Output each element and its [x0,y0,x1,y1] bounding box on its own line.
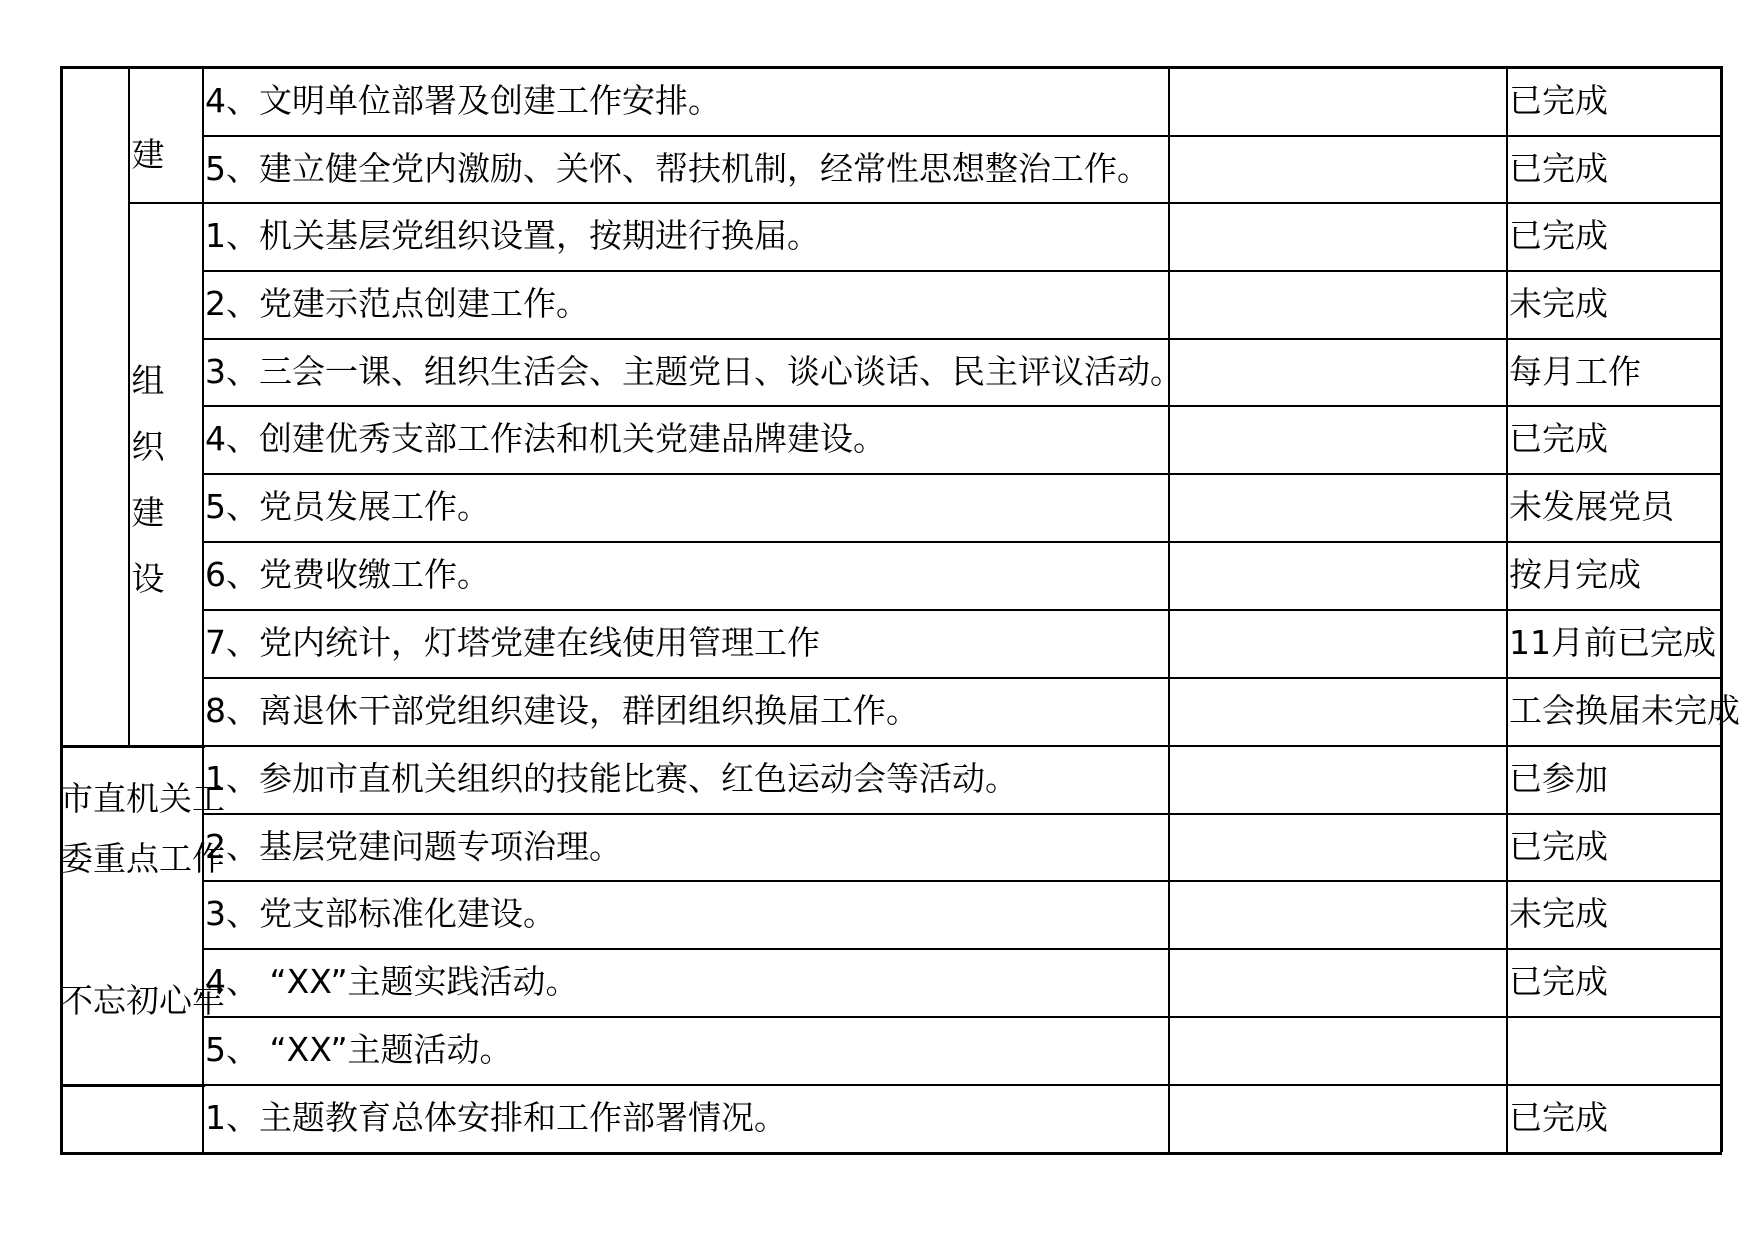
grid-line [1506,66,1508,1152]
row-item-text: 1、机关基层党组织设置，按期进行换届。 [205,216,820,255]
grid-line [60,66,1722,69]
section-label-org-build [128,348,168,612]
row-status-text: 已完成 [1509,216,1608,255]
row-item-text: 7、党内统计，灯塔党建在线使用管理工作 [205,623,820,662]
row-status-text: 已完成 [1509,827,1608,866]
row-status-text: 已完成 [1509,81,1608,120]
row-item-text: 5、建立健全党内激励、关怀、帮扶机制，经常性思想整治工作。 [205,149,1150,188]
grid-line [1720,66,1723,1152]
row-status-text: 已完成 [1509,962,1608,1001]
grid-line [202,745,1720,747]
row-item-text: 1、主题教育总体安排和工作部署情况。 [205,1098,787,1137]
grid-line [202,473,1720,475]
section-label-build: 建 [131,135,165,174]
grid-line [202,813,1720,815]
row-status-text: 已完成 [1509,419,1608,458]
grid-line [202,1084,1720,1086]
section-label-bwcx: 不忘初心牢 [60,981,225,1020]
grid-line [202,135,1720,137]
grid-line [202,609,1720,611]
row-item-text: 5、党员发展工作。 [205,487,490,526]
row-status-text: 已参加 [1509,759,1608,798]
org-label-char: 组 [131,361,165,400]
grid-line [60,1152,1722,1155]
row-status-text: 按月完成 [1509,555,1641,594]
grid-line [202,880,1720,882]
grid-line [60,745,205,748]
grid-line [202,541,1720,543]
row-status-text: 每月工作 [1509,352,1641,391]
row-item-text: 3、三会一课、组织生活会、主题党日、谈心谈话、民主评议活动。 [205,352,1183,391]
grid-line [202,405,1720,407]
row-status-text: 未完成 [1509,284,1608,323]
grid-line [202,1016,1720,1018]
row-status-text: 未发展党员 [1509,487,1674,526]
grid-line [202,202,1720,204]
row-item-text: 8、离退休干部党组织建设，群团组织换届工作。 [205,691,919,730]
row-item-text: 1、参加市直机关组织的技能比赛、红色运动会等活动。 [205,759,1018,798]
grid-line [202,338,1720,340]
section-label-city-work-line1: 市直机关工 [60,779,225,818]
row-item-text: 4、创建优秀支部工作法和机关党建品牌建设。 [205,419,886,458]
row-status-text: 已完成 [1509,149,1608,188]
grid-line [60,1084,205,1087]
row-status-text: 11月前已完成 [1509,623,1716,662]
grid-line [202,270,1720,272]
row-item-text: 5、 “XX”主题活动。 [205,1030,513,1069]
row-item-text: 3、党支部标准化建设。 [205,894,556,933]
org-label-char: 建 [131,493,165,532]
row-status-text: 已完成 [1509,1098,1608,1137]
grid-line [1168,66,1170,1152]
row-item-text: 6、党费收缴工作。 [205,555,490,594]
org-label-char: 织 [131,427,165,466]
row-item-text: 4、 “XX”主题实践活动。 [205,962,579,1001]
grid-line [202,677,1720,679]
grid-line [202,948,1720,950]
org-label-char: 设 [131,559,165,598]
grid-line [128,202,205,204]
section-label-city-work-line2: 委重点工作 [60,839,225,878]
row-status-text: 未完成 [1509,894,1608,933]
row-item-text: 4、文明单位部署及创建工作安排。 [205,81,721,120]
row-item-text: 2、基层党建问题专项治理。 [205,827,622,866]
row-status-text: 工会换届未完成 [1509,691,1740,730]
row-item-text: 2、党建示范点创建工作。 [205,284,589,323]
